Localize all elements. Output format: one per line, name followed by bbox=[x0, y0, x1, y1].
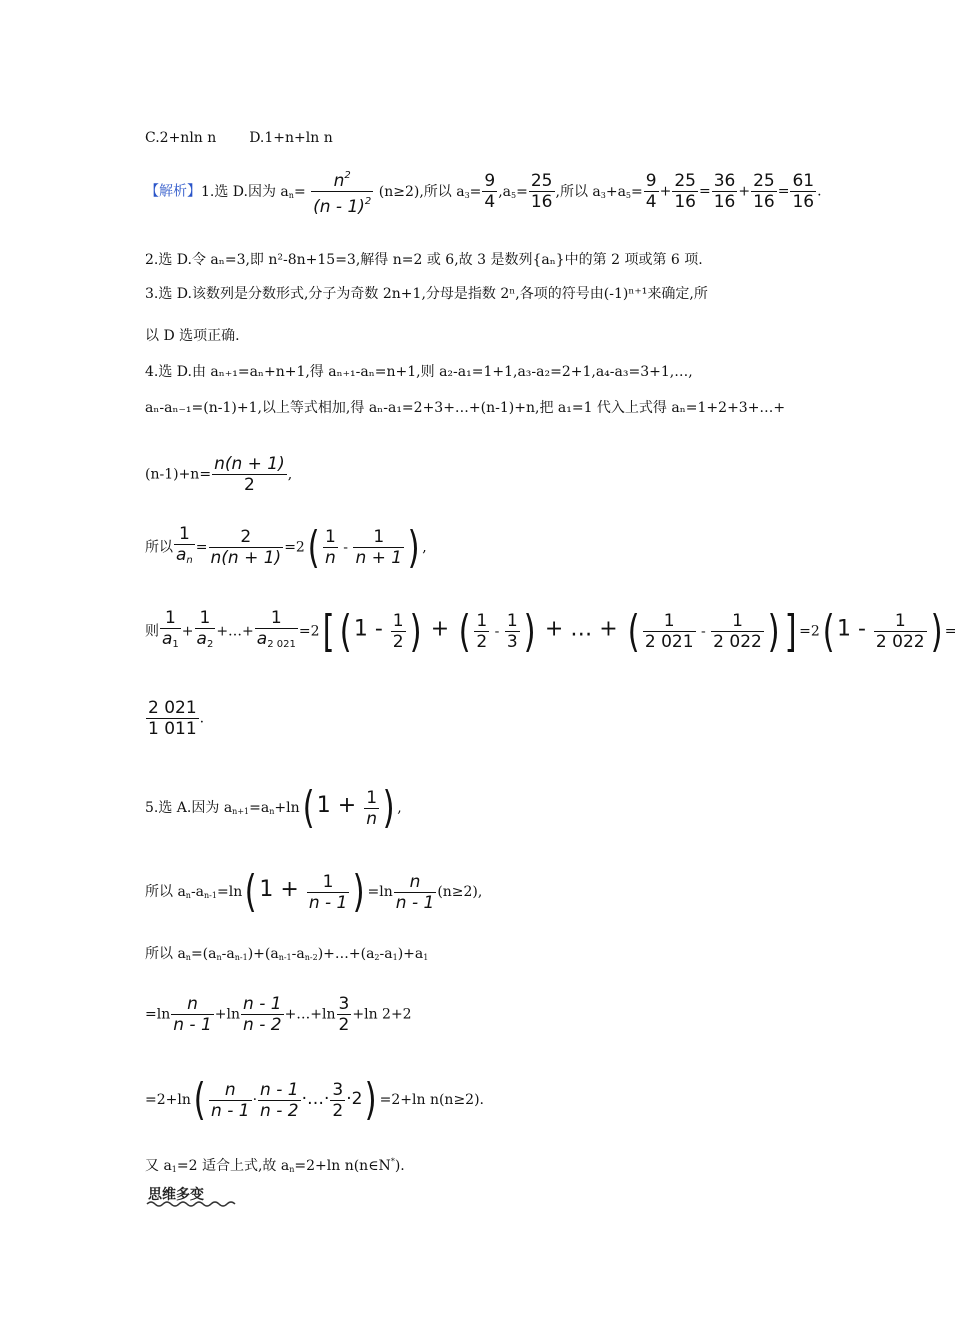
recip-a1: $\frac{1}{a1}$ bbox=[162, 608, 179, 650]
solution-5-line-6: 又 $a_1=2$ 适合上式,故 $a_n=2+\ln$ n(n∈N*). bbox=[145, 1157, 405, 1174]
s5-eq2: =2+ln bbox=[145, 1092, 191, 1108]
s4-sum-prefix: (n-1)+n= bbox=[145, 466, 212, 483]
choices-line bbox=[145, 128, 333, 148]
s1-mid: (n≥2),所以 $a_3=$ bbox=[378, 183, 482, 200]
s4-suoyi: 所以 bbox=[145, 539, 173, 556]
s1-frac-an: $\frac{n^2}{(n - 1)^2}$ bbox=[311, 166, 373, 217]
jiexi-label: 【解析】 bbox=[145, 183, 201, 200]
sum-frac-1: $\frac{9}{4}$ bbox=[645, 171, 657, 212]
recip-a2021: $\frac{1}{a2 021}$ bbox=[256, 608, 296, 650]
one-over-n: $\frac{1}{n}$ bbox=[325, 527, 336, 568]
wavy-underline-icon bbox=[145, 1200, 240, 1208]
choice-c: C.2+nln n bbox=[145, 130, 217, 146]
choice-d: D.1+n+ln n bbox=[249, 130, 333, 146]
a5-frac: $\frac{25}{16}$ bbox=[530, 171, 553, 212]
solution-4-line-5: 则 $\frac{1}{a1}$ + $\frac{1}{a2}$ +…+ $\frac{1}{a2 021}$ =2[ ( 1 - $\frac{1}{2}$ ) + ( $\frac{1}{2}$ - $\frac{1}{3}$ ) + … + ( $\frac{1}{2 021}$ - $\frac{1}{2 022}$ ) ] =2( 1 - $\frac{1}{2 022}$ ) = bbox=[145, 605, 956, 657]
f-2021: $\frac{1}{2 021}$ bbox=[644, 611, 694, 652]
s5-eq2-tail: =2+ln n(n≥2). bbox=[379, 1092, 484, 1108]
f-third: $\frac{1}{3}$ bbox=[506, 611, 518, 652]
solution-4-line-4: 所以 $\frac{1}{an}$ = $\frac{2}{n(n + 1)}$ =2( $\frac{1}{n}$ - $\frac{1}{n + 1}$ ) , bbox=[145, 521, 427, 573]
f-half: $\frac{1}{2}$ bbox=[476, 611, 488, 652]
s5-t1: $\frac{n}{n - 1}$ bbox=[173, 994, 212, 1035]
sum-frac-result: $\frac{61}{16}$ bbox=[792, 171, 815, 212]
one-over-n1: $\frac{1}{n + 1}$ bbox=[355, 527, 403, 568]
s5-prefix: 5.选 A.因为 $a_{n+1}=a_n+\ln$ bbox=[145, 800, 300, 816]
solution-5-line-5: =2+ln( $\frac{n}{n - 1}$ · $\frac{n - 1}{n - 2}$ ·…· $\frac{3}{2}$ ·2) =2+ln n(n≥2). bbox=[145, 1074, 484, 1125]
solution-5-line-3: 所以 $a_n=(a_n-a_{n-1})+(a_{n-1}-a_{n-2})+\dots+(a_2-a_1)+a_1$ bbox=[145, 946, 429, 962]
f-2022: $\frac{1}{2 022}$ bbox=[713, 611, 762, 652]
solution-5-line-1: 5.选 A.因为 $a_{n+1}=a_n+\ln$( 1 + $\frac{1}{n}$ ) , bbox=[145, 782, 402, 833]
s1-prefix: 1.选 D.因为 $a_n=$ bbox=[201, 183, 306, 200]
s5-p2: $\frac{n - 1}{n - 2}$ bbox=[260, 1079, 299, 1121]
solution-4-line-1: 4.选 D.由 aₙ₊₁=aₙ+n+1,得 aₙ₊₁-aₙ=n+1,则 a₂-a₁=1+1,a₃-a₂=2+1,a₄-a₃=3+1,…, bbox=[145, 364, 693, 380]
solution-3-line-1: 3.选 D.该数列是分数形式,分子为奇数 2n+1,分母是指数 2ⁿ,各项的符号由(-1)ⁿ⁺¹来确定,所 bbox=[145, 286, 708, 302]
sum-frac-3: $\frac{36}{16}$ bbox=[713, 171, 736, 212]
s5-cond: (n≥2), bbox=[437, 884, 483, 900]
result-frac: $\frac{2 021}{1 011}$ bbox=[148, 698, 197, 739]
half: $\frac{1}{2}$ bbox=[392, 611, 404, 652]
siwei-duobian-badge: 思维多变 bbox=[148, 1187, 204, 1203]
sum-frac-4: $\frac{25}{16}$ bbox=[753, 171, 775, 212]
f-2022b: $\frac{1}{2 022}$ bbox=[875, 611, 925, 652]
solution-4-line-2: aₙ-aₙ₋₁=(n-1)+1,以上等式相加,得 aₙ-a₁=2+3+…+(n-1)+n,把 a₁=1 代入上式得 aₙ=1+2+3+…+ bbox=[145, 400, 786, 416]
two-over-nn1: $\frac{2}{n(n + 1)}$ bbox=[210, 527, 282, 568]
solution-5-line-4: =ln $\frac{n}{n - 1}$ +ln $\frac{n - 1}{n - 2}$ +…+ln $\frac{3}{2}$ +ln 2+2 bbox=[145, 994, 412, 1035]
s5-eq-ln: =ln bbox=[145, 1006, 171, 1023]
reciprocal-an: $\frac{1}{an}$ bbox=[176, 524, 193, 566]
s5-tail: +ln 2+2 bbox=[352, 1006, 412, 1023]
recip-a2: $\frac{1}{a2}$ bbox=[196, 608, 214, 650]
sum-frac-2: $\frac{25}{16}$ bbox=[674, 171, 696, 212]
s5-suoyi: 所以 $a_n-a_{n-1}=\ln$ bbox=[145, 884, 243, 900]
s5-one-over-n1: $\frac{1}{n - 1}$ bbox=[308, 871, 348, 913]
solution-5-line-2: 所以 $a_n-a_{n-1}=\ln$( 1 + $\frac{1}{n - 1}$ ) =ln $\frac{n}{n - 1}$ (n≥2), bbox=[145, 866, 483, 917]
s4-ze: 则 bbox=[145, 623, 159, 640]
a3-frac: $\frac{9}{4}$ bbox=[484, 171, 496, 212]
solution-1: 【解析】1.选 D.因为 $a_n=$ $\frac{n^2}{(n - 1)^2}$ (n≥2),所以 $a_3=$ $\frac{9}{4}$ $,a_5=$ $\frac{25}{16}$ ,所以 $a_3+a_5=$ $\frac{9}{4}$ + $\frac{25}{16}$ = $\frac{36}{16}$ + $\frac{25}{16}$ = $\frac{61}{16}$ . bbox=[145, 166, 822, 217]
s4-sum-frac: $\frac{n(n + 1)}{2}$ bbox=[214, 454, 285, 495]
s5-p3: $\frac{3}{2}$ bbox=[332, 1079, 344, 1121]
s5-t2: $\frac{n - 1}{n - 2}$ bbox=[243, 994, 282, 1035]
solution-2: 2.选 D.令 aₙ=3,即 n²-8n+15=3,解得 n=2 或 6,故 3 是数列{aₙ}中的第 2 项或第 6 项. bbox=[145, 252, 703, 268]
solution-4-line-3: (n-1)+n= $\frac{n(n + 1)}{2}$ , bbox=[145, 454, 293, 495]
s5-p1: $\frac{n}{n - 1}$ bbox=[211, 1079, 250, 1121]
s5-n-over-n1: $\frac{n}{n - 1}$ bbox=[395, 871, 435, 913]
s5-t3: $\frac{3}{2}$ bbox=[338, 994, 350, 1035]
solution-4-result: $\frac{2 021}{1 011}$ . bbox=[148, 698, 205, 739]
solution-3-line-2: 以 D 选项正确. bbox=[145, 328, 240, 344]
s5-one-over-n: $\frac{1}{n}$ bbox=[366, 787, 378, 829]
